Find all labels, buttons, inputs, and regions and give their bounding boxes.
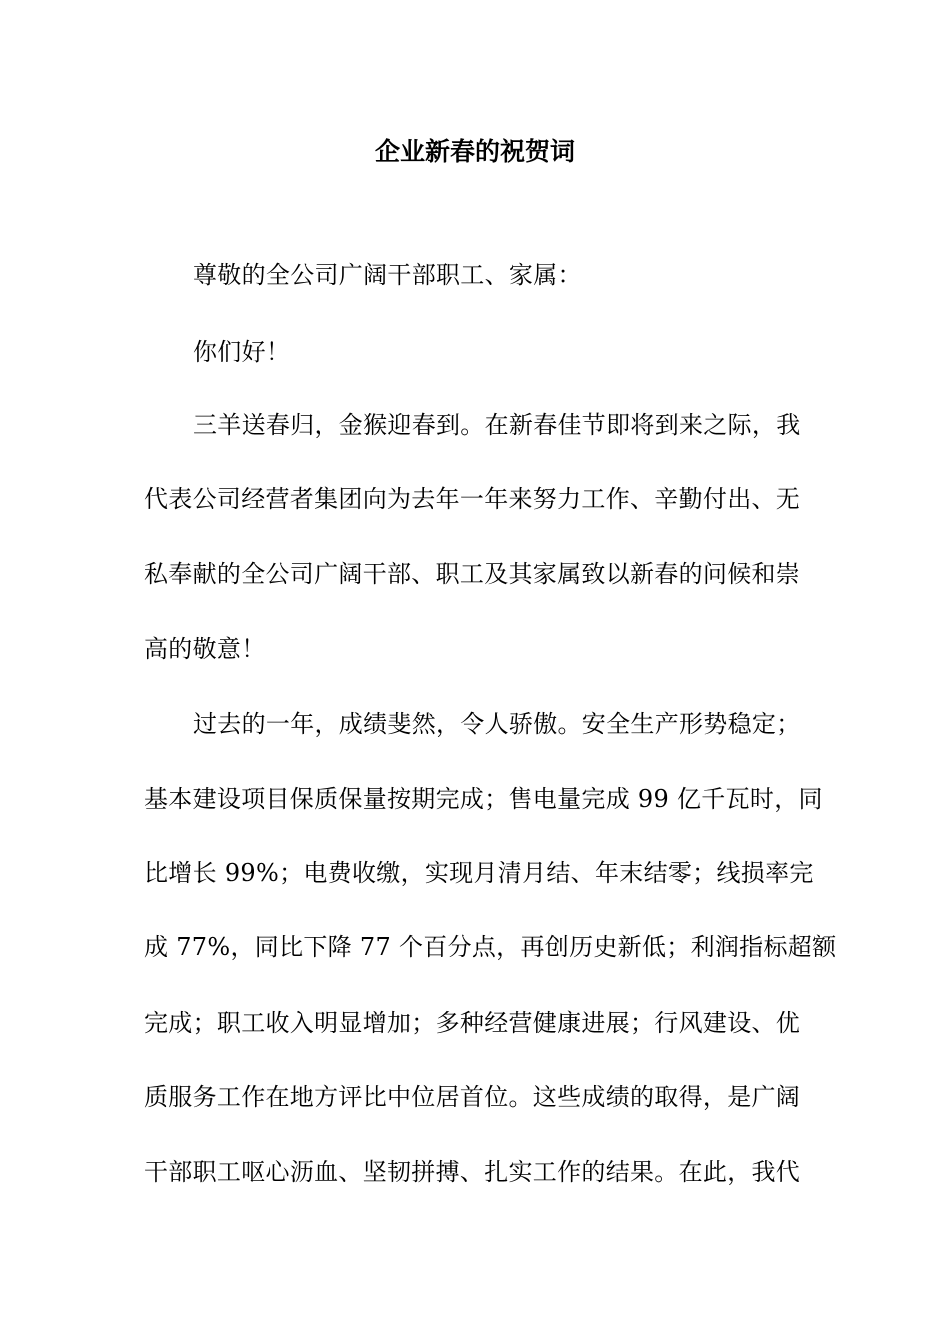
paragraph-line: 三羊送春归，金猴迎春到。在新春佳节即将到来之际，我 (193, 411, 801, 439)
document-title: 企业新春的祝贺词 (374, 137, 575, 166)
paragraph-line: 代表公司经营者集团向为去年一年来努力工作、辛勤付出、无 (144, 485, 801, 513)
greeting-line: 你们好！ (193, 338, 291, 366)
paragraph-line: 基本建设项目保质保量按期完成；售电量完成 99 亿千瓦时，同 (144, 785, 823, 813)
paragraph-line: 成 77%，同比下降 77 个百分点，再创历史新低；利润指标超额 (144, 933, 837, 961)
paragraph-line: 比增长 99%；电费收缴，实现月清月结、年末结零；线损率完 (144, 859, 814, 887)
paragraph-line: 完成；职工收入明显增加；多种经营健康进展；行风建设、优 (144, 1009, 801, 1037)
paragraph-line: 干部职工呕心沥血、坚韧拼搏、扎实工作的结果。在此，我代 (144, 1158, 801, 1186)
paragraph-line: 质服务工作在地方评比中位居首位。这些成绩的取得，是广阔 (144, 1083, 801, 1111)
salutation-line: 尊敬的全公司广阔干部职工、家属： (193, 261, 582, 289)
paragraph-line: 高的敬意！ (144, 635, 266, 663)
paragraph-line: 过去的一年，成绩斐然，令人骄傲。安全生产形势稳定； (193, 710, 801, 738)
paragraph-line: 私奉献的全公司广阔干部、职工及其家属致以新春的问候和崇 (144, 560, 801, 588)
